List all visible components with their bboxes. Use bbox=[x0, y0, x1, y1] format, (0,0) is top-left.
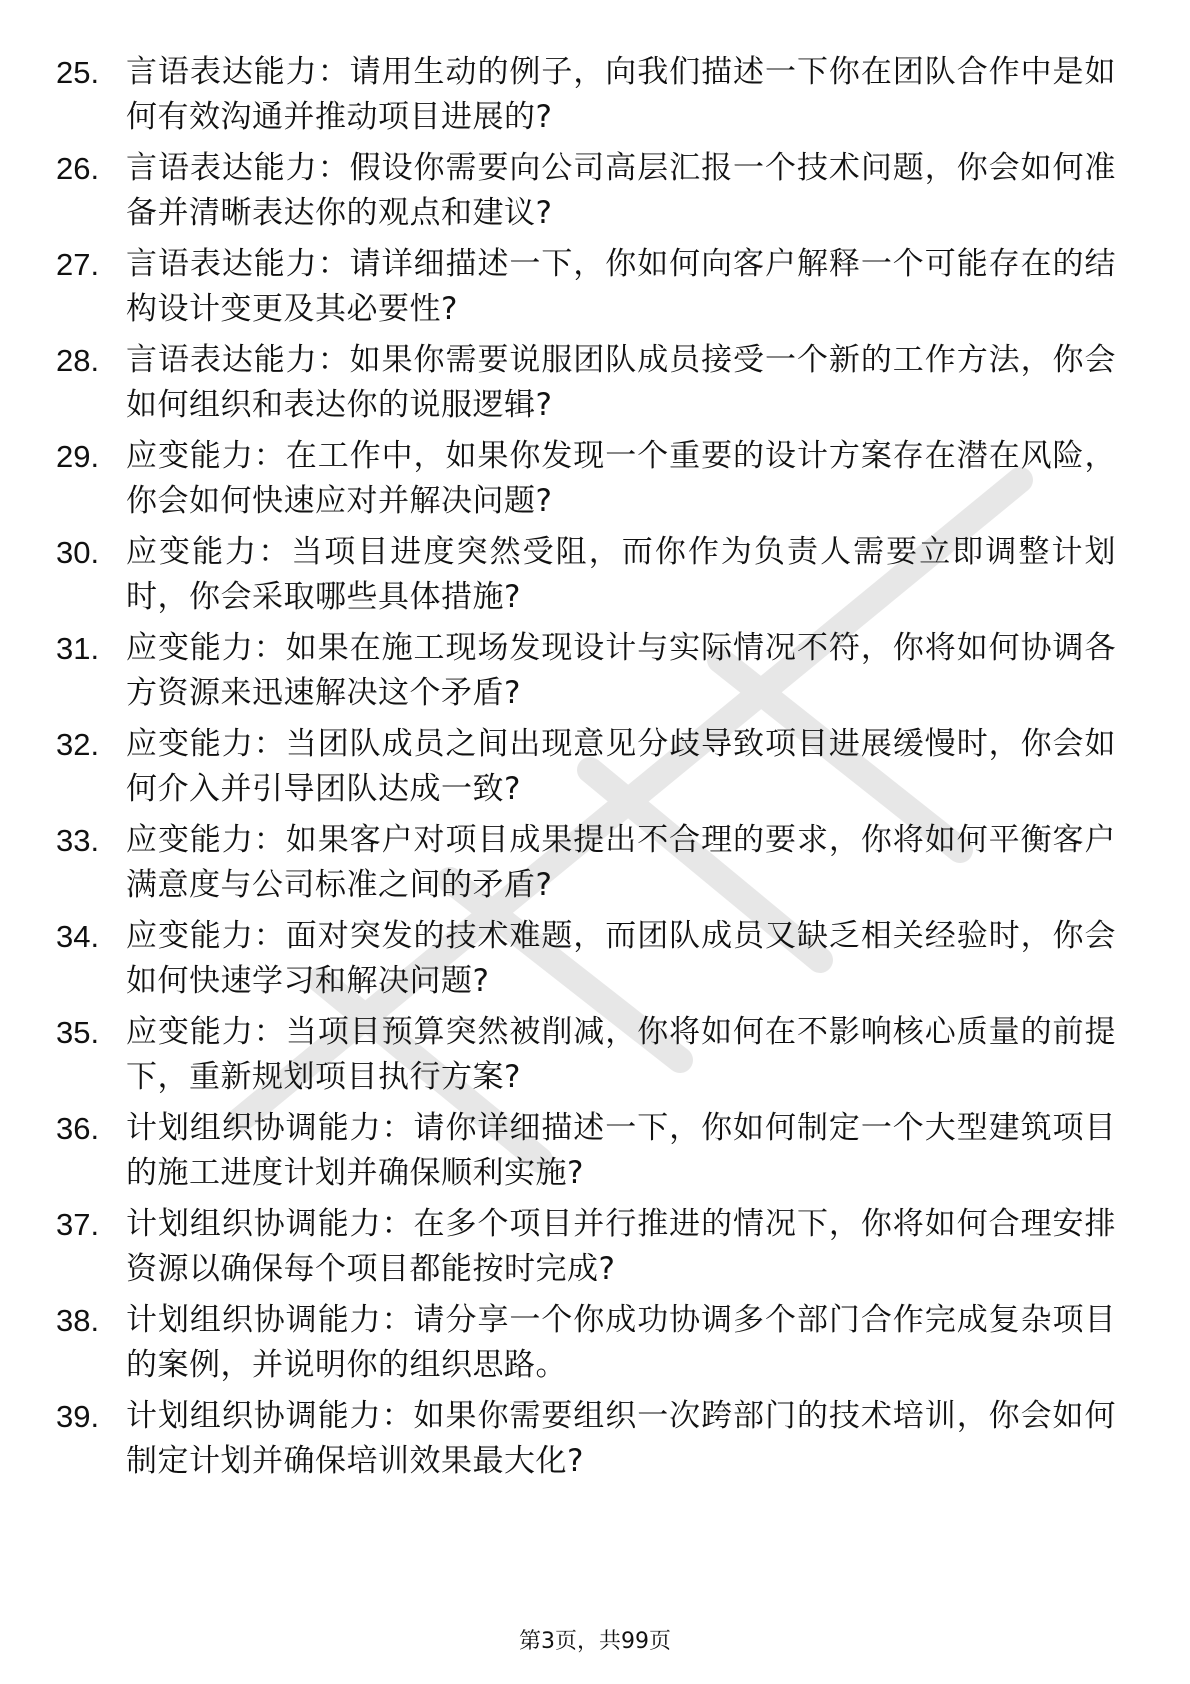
question-item bbox=[56, 338, 1116, 428]
question-number: 37. bbox=[56, 1207, 100, 1242]
question-number: 38. bbox=[56, 1303, 100, 1338]
question-number: 32. bbox=[56, 727, 100, 762]
question-item bbox=[56, 626, 1116, 716]
question-text: 计划组织协调能力：如果你需要组织一次跨部门的技术培训，你会如何制定计划并确保培训效果最大化? bbox=[126, 1398, 1116, 1479]
question-text: 应变能力：当团队成员之间出现意见分歧导致项目进展缓慢时，你会如何介入并引导团队达成一致? bbox=[126, 726, 1116, 807]
question-text: 计划组织协调能力：请分享一个你成功协调多个部门合作完成复杂项目的案例，并说明你的组织思路。 bbox=[126, 1302, 1116, 1383]
question-item bbox=[56, 1202, 1116, 1292]
question-text: 言语表达能力：假设你需要向公司高层汇报一个技术问题，你会如何准备并清晰表达你的观点和建议? bbox=[126, 150, 1116, 231]
question-item bbox=[56, 434, 1116, 524]
question-number: 28. bbox=[56, 343, 100, 378]
question-item bbox=[56, 1298, 1116, 1388]
question-text: 计划组织协调能力：请你详细描述一下，你如何制定一个大型建筑项目的施工进度计划并确保顺利实施? bbox=[126, 1110, 1116, 1191]
question-item bbox=[56, 146, 1116, 236]
question-text: 言语表达能力：请详细描述一下，你如何向客户解释一个可能存在的结构设计变更及其必要性? bbox=[126, 246, 1116, 327]
question-number: 27. bbox=[56, 247, 100, 282]
question-item bbox=[56, 818, 1116, 908]
question-number: 34. bbox=[56, 919, 100, 954]
question-text: 应变能力：面对突发的技术难题，而团队成员又缺乏相关经验时，你会如何快速学习和解决问题? bbox=[126, 918, 1116, 999]
question-number: 36. bbox=[56, 1111, 100, 1146]
question-number: 25. bbox=[56, 55, 100, 90]
question-item bbox=[56, 1010, 1116, 1100]
question-text: 应变能力：如果客户对项目成果提出不合理的要求，你将如何平衡客户满意度与公司标准之间的矛盾? bbox=[126, 822, 1116, 903]
page-footer: 第3页，共99页 bbox=[519, 1629, 671, 1654]
question-text: 应变能力：当项目进度突然受阻，而你作为负责人需要立即调整计划时，你会采取哪些具体措施? bbox=[126, 534, 1116, 615]
question-number: 31. bbox=[56, 631, 100, 666]
question-text: 应变能力：在工作中，如果你发现一个重要的设计方案存在潜在风险，你会如何快速应对并解决问题? bbox=[126, 438, 1116, 519]
question-text: 应变能力：当项目预算突然被削减，你将如何在不影响核心质量的前提下，重新规划项目执行方案? bbox=[126, 1014, 1116, 1095]
question-item bbox=[56, 50, 1116, 140]
question-text: 言语表达能力：请用生动的例子，向我们描述一下你在团队合作中是如何有效沟通并推动项目进展的? bbox=[126, 54, 1116, 135]
question-number: 35. bbox=[56, 1015, 100, 1050]
question-number: 29. bbox=[56, 439, 100, 474]
question-item bbox=[56, 1106, 1116, 1196]
question-item bbox=[56, 722, 1116, 812]
question-item bbox=[56, 914, 1116, 1004]
question-text: 言语表达能力：如果你需要说服团队成员接受一个新的工作方法，你会如何组织和表达你的说服逻辑? bbox=[126, 342, 1116, 423]
question-text: 计划组织协调能力：在多个项目并行推进的情况下，你将如何合理安排资源以确保每个项目都能按时完成? bbox=[126, 1206, 1116, 1287]
question-item bbox=[56, 242, 1116, 332]
question-number: 39. bbox=[56, 1399, 100, 1434]
question-number: 26. bbox=[56, 151, 100, 186]
question-number: 30. bbox=[56, 535, 100, 570]
question-text: 应变能力：如果在施工现场发现设计与实际情况不符，你将如何协调各方资源来迅速解决这个矛盾? bbox=[126, 630, 1116, 711]
question-item bbox=[56, 1394, 1116, 1484]
question-item bbox=[56, 530, 1116, 620]
question-number: 33. bbox=[56, 823, 100, 858]
